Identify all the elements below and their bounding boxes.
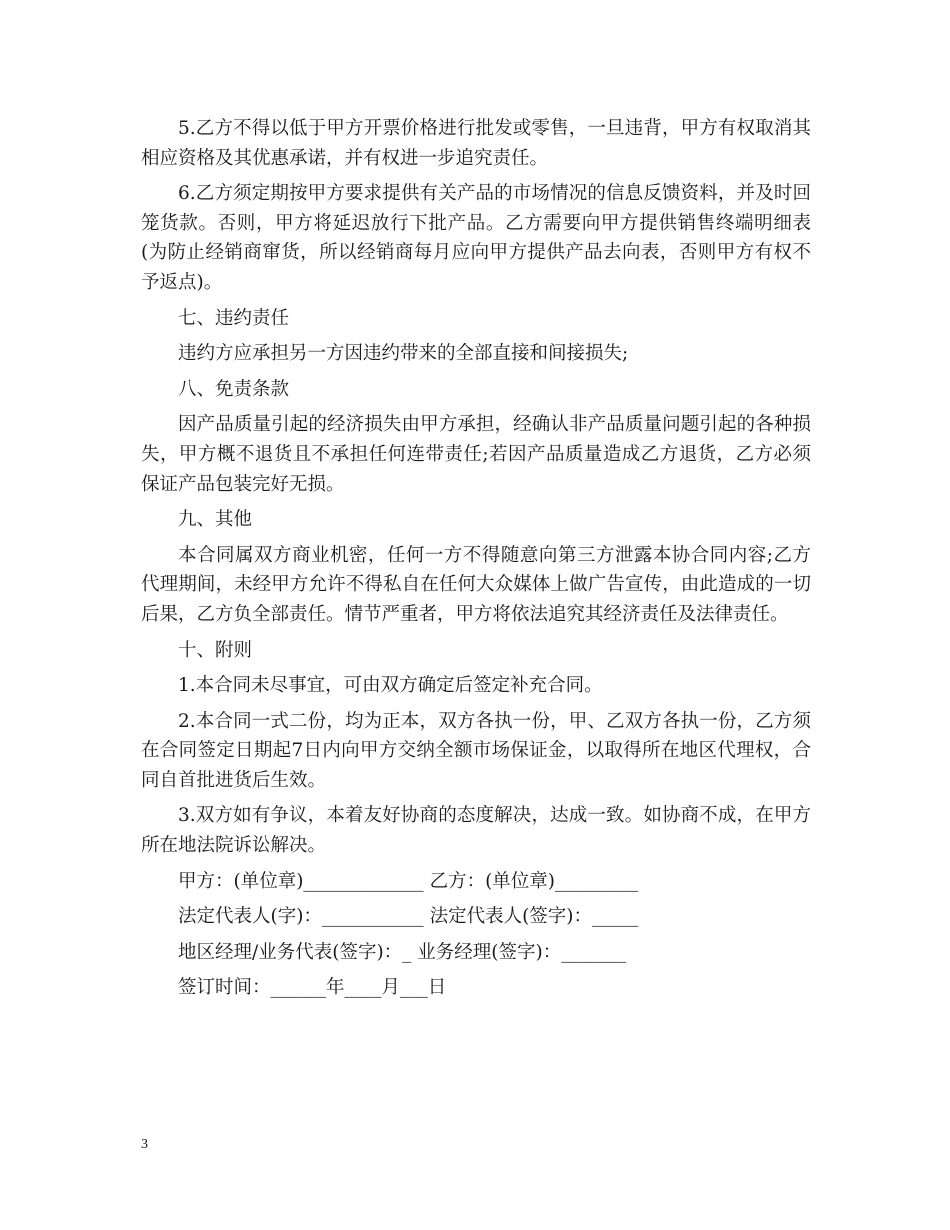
clause-5: 5.乙方不得以低于甲方开票价格进行批发或零售，一旦违背，甲方有权取消其相应资格及其优惠承诺，并有权进一步追究责任。 xyxy=(141,118,811,169)
signature-line-managers: 地区经理/业务代表(签字)：_ 业务经理(签字)：_______ xyxy=(178,941,626,963)
supplementary-clause-2: 2.本合同一式二份，均为正本，双方各执一份，甲、乙双方各执一份，乙方须在合同签定日期起7日内向甲方交纳全额市场保证金，以取得所在地区代理权，合同自首批进货后生效。 xyxy=(141,710,811,791)
section-heading-other: 九、其他 xyxy=(178,509,253,531)
document-page xyxy=(141,114,811,1009)
supplementary-clause-1: 1.本合同未尽事宜，可由双方确定后签定补充合同。 xyxy=(178,675,603,697)
signature-line-legal-rep: 法定代表人(字)：___________ 法定代表人(签字)：_____ xyxy=(178,906,639,928)
section-heading-breach: 七、违约责任 xyxy=(178,307,290,329)
page-number: 3 xyxy=(141,1137,148,1152)
section-heading-supplementary: 十、附则 xyxy=(178,639,253,661)
other-clause: 本合同属双方商业机密，任何一方不得随意向第三方泄露本协合同内容;乙方代理期间，未经甲方允许不得私自在任何大众媒体上做广告宣传，由此造成的一切后果，乙方负全部责任。情节严重者，甲方将依法追究其经济责任及法律责任。 xyxy=(141,544,811,625)
signature-line-parties: 甲方：(单位章)_____________ 乙方：(单位章)_________ xyxy=(178,870,639,892)
signature-line-date: 签订时间：______年____月___日 xyxy=(178,977,447,999)
breach-clause: 违约方应承担另一方因违约带来的全部直接和间接损失; xyxy=(178,343,629,365)
section-heading-exemption: 八、免责条款 xyxy=(178,378,290,400)
supplementary-clause-3: 3.双方如有争议，本着友好协商的态度解决，达成一致。如协商不成，在甲方所在地法院诉讼解决。 xyxy=(141,805,811,857)
exemption-clause: 因产品质量引起的经济损失由甲方承担，经确认非产品质量问题引起的各种损失，甲方概不退货且不承担任何连带责任;若因产品质量造成乙方退货，乙方必须保证产品包装完好无损。 xyxy=(141,414,811,495)
clause-6: 6.乙方须定期按甲方要求提供有关产品的市场情况的信息反馈资料，并及时回笼货款。否则，甲方将延迟放行下批产品。乙方需要向甲方提供销售终端明细表(为防止经销商窜货，所以经销商每月应向甲方提供产品去向表，否则甲方有权不予返点)。 xyxy=(141,183,811,293)
